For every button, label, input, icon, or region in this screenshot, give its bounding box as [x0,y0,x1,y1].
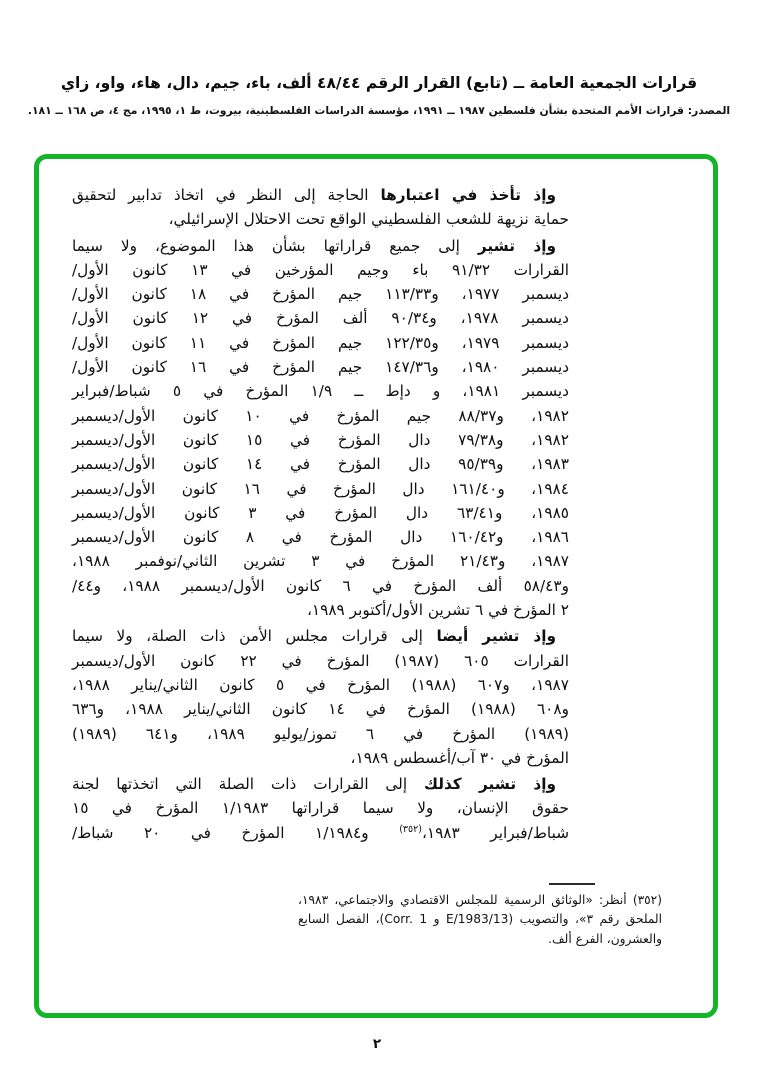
footnote-separator [549,883,595,885]
document-body [72,183,569,845]
paragraph [72,772,569,845]
body-line: المؤرخ في ٣٠ آب/أغسطس ١٩٨٩، [350,748,569,767]
body-line: ديسمبر ١٩٨١، و دإط ــ ١/٩ المؤرخ في ٥ شباط/فبراير [72,382,569,401]
body-line: و٦٠٨ (١٩٨٨) المؤرخ في ١٤ كانون الثاني/يناير ١٩٨٨، و٦٣٦ [72,700,569,719]
body-line: شباط/فبراير ١٩٨٣،$^{(٣٥٢)}$ و١/١٩٨٤ المؤرخ في ٢٠ شباط/ [72,823,570,842]
body-line: القرارات ٦٠٥ (١٩٨٧) المؤرخ في ٢٢ كانون الأول/ديسمبر [72,651,569,670]
body-line: حماية نزيهة للشعب الفلسطيني الواقع تحت الاحتلال الإسرائيلي، [168,210,569,229]
body-line: ٢ المؤرخ في ٦ تشرين الأول/أكتوبر ١٩٨٩، [306,601,569,620]
body-line: القرارات ٩١/٣٢ باء وجيم المؤرخين في ١٣ كانون الأول/ [72,260,569,279]
body-line: ١٩٨٧، و٢١/٤٣ المؤرخ في ٣ تشرين الثاني/نوفمبر ١٩٨٨، [72,552,570,571]
source-citation: المصدر: قرارات الأمم المتحدة بشأن فلسطين ١٩٨٧ ــ ١٩٩١، مؤسسة الدراسات الفلسطينية، بيروت، ط ١، ١٩٩٥، مج ٤، ص ١٦٨ ــ ١٨١. [27,104,731,117]
body-line: ١٩٨٦، و١٦٠/٤٢ دال المؤرخ في ٨ كانون الأول/ديسمبر [72,528,570,547]
body-line: ديسمبر ١٩٧٨، و٩٠/٣٤ ألف المؤرخ في ١٢ كانون الأول/ [72,309,569,328]
paragraph [72,624,569,770]
body-line: (١٩٨٩) المؤرخ في ٦ تموز/يوليو ١٩٨٩، و٦٤١ (١٩٨٩) [72,724,569,743]
body-line: ١٩٨٢، و٧٩/٣٨ دال المؤرخ في ١٥ كانون الأول/ديسمبر [72,430,569,449]
body-line: ديسمبر ١٩٧٩، و١٢٢/٣٥ جيم المؤرخ في ١١ كانون الأول/ [72,333,570,352]
body-line: ١٩٨٣، و٩٥/٣٩ دال المؤرخ في ١٤ كانون الأول/ديسمبر [72,455,569,474]
body-line: ديسمبر ١٩٧٧، و١١٣/٣٣ جيم المؤرخ في ١٨ كانون الأول/ [72,285,570,304]
page-title: قرارات الجمعية العامة ــ (تابع) القرار الرقم ٤٨/٤٤ ألف، باء، جيم، دال، هاء، واو، زاي [60,74,698,92]
footnote-ref: (٣٥٢) [399,823,422,835]
body-line: حقوق الإنسان، ولا سيما قراراتها ١/١٩٨٣ المؤرخ في ١٥ [72,799,569,818]
body-line: و٥٨/٤٣ ألف المؤرخ في ٦ كانون الأول/ديسمبر ١٩٨٨، و٤٤/ [72,576,570,595]
body-line: وإذ تشير كذلك إلى القرارات ذات الصلة التي اتخذتها لجنة [72,775,556,794]
footnote-line: والعشرون، الفرع ألف. [548,931,662,946]
body-line: ١٩٨٥، و٦٣/٤١ دال المؤرخ في ٣ كانون الأول/ديسمبر [72,503,570,522]
footnote-block [298,891,662,949]
paragraph [72,183,569,232]
paragraph [72,234,569,623]
body-line: وإذ تشير إلى جميع قراراتها بشأن هذا الموضوع، ولا سيما [72,236,557,255]
body-line: ١٩٨٢، و٨٨/٣٧ جيم المؤرخ في ١٠ كانون الأول/ديسمبر [72,406,569,425]
page-number: ٢ [372,1036,382,1052]
body-line: ١٩٨٤، و١٦١/٤٠ دال المؤرخ في ١٦ كانون الأول/ديسمبر [72,479,569,498]
footnote-line: الملحق رقم ٣»، والتصويب (E/1983/13 و Corr. 1)، الفصل السابع [298,912,663,927]
body-line: ١٩٨٧، و٦٠٧ (١٩٨٨) المؤرخ في ٥ كانون الثاني/يناير ١٩٨٨، [72,675,569,694]
body-line: ديسمبر ١٩٨٠، و١٤٧/٣٦ جيم المؤرخ في ١٦ كانون الأول/ [72,358,570,377]
body-line: وإذ تأخذ في اعتبارها الحاجة إلى النظر في اتخاذ تدابير لتحقيق [72,186,556,204]
body-line: وإذ تشير أيضا إلى قرارات مجلس الأمن ذات الصلة، ولا سيما [72,627,556,646]
footnote-line: (٣٥٢) أنظر: «الوثائق الرسمية للمجلس الاقتصادي والاجتماعي، ١٩٨٣، [298,893,662,907]
